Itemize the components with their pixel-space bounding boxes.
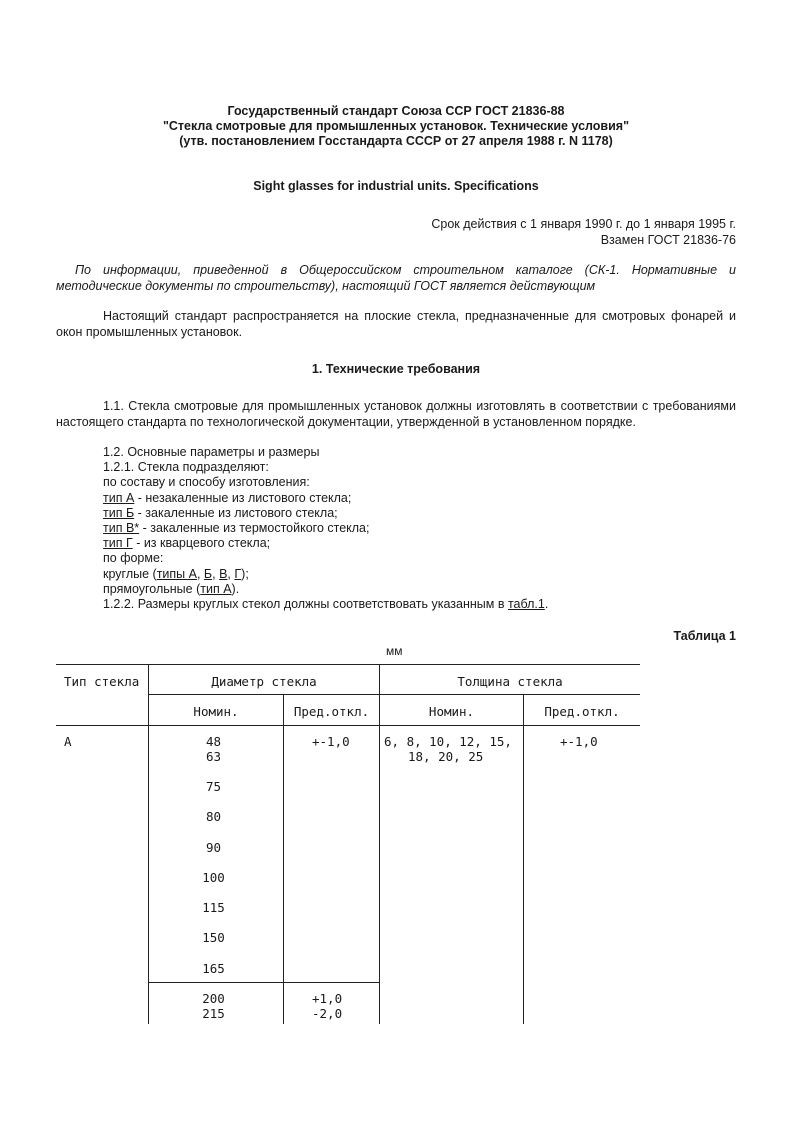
title-line-2: "Стекла смотровые для промышленных установок. Технические условия"	[162, 119, 630, 133]
title-line-3: (утв. постановлением Госстандарта СССР от 27 апреля 1988 г. N 1178)	[179, 134, 613, 148]
round-link-a[interactable]: типы А	[156, 566, 197, 581]
table-rule	[283, 694, 284, 1024]
cell-diameter: 165	[202, 961, 225, 976]
paragraph-1-2: 1.2. Основные параметры и размеры	[103, 445, 320, 459]
intro-paragraph: Настоящий стандарт распространяется на плоские стекла, предназначенные для смотровых фонарей и окон промышленных установок.	[56, 309, 736, 339]
type-link[interactable]: тип В*	[103, 521, 140, 536]
cell-diameter: 115	[202, 900, 225, 915]
paragraph-1-2-1: 1.2.1. Стекла подразделяют:	[103, 460, 269, 475]
table-rule	[149, 694, 640, 695]
header-diameter: Диаметр стекла	[211, 674, 317, 689]
composition-heading: по составу и способу изготовления:	[103, 475, 310, 490]
type-link[interactable]: тип А	[103, 490, 135, 505]
type-link[interactable]: тип Г	[103, 536, 133, 551]
header-thickness: Толщина стекла	[457, 674, 563, 689]
replaces-standard: Взамен ГОСТ 21836-76	[600, 232, 736, 247]
header-thickness-nominal: Номин.	[428, 704, 475, 719]
header-diameter-nominal: Номин.	[193, 704, 239, 719]
cell-diameter: 48	[205, 734, 222, 749]
validity-block	[431, 217, 736, 248]
table-rule	[56, 664, 640, 665]
table-rule	[56, 725, 640, 726]
section-title: 1. Технические требования	[311, 362, 481, 376]
cell-diameter: 215	[202, 1006, 225, 1021]
title-line-1: Государственный стандарт Союза ССР ГОСТ 21836-88	[227, 104, 565, 118]
cell-type-a: А	[64, 734, 72, 749]
cell-diameter-tolerance: +-1,0	[312, 734, 350, 749]
type-item: тип А - незакаленные из листового стекла;	[103, 490, 352, 505]
cell-diameter: 90	[205, 840, 222, 855]
table-link[interactable]: табл.1	[507, 597, 545, 612]
cell-diameter-tolerance: -2,0	[312, 1006, 343, 1021]
cell-diameter: 80	[205, 809, 222, 824]
cell-diameter: 75	[205, 779, 222, 794]
cell-diameter: 100	[202, 870, 225, 885]
round-item: круглые (типы А, Б, В, Г);	[103, 566, 249, 581]
type-item: тип В* - закаленные из термостойкого стекла;	[103, 521, 370, 536]
header-thickness-tolerance: Пред.откл.	[544, 704, 620, 719]
header-type: Тип стекла	[64, 674, 140, 689]
cell-diameter-tolerance: +1,0	[312, 991, 343, 1006]
cell-thickness: 18, 20, 25	[408, 749, 484, 764]
type-link[interactable]: тип Б	[103, 505, 135, 520]
type-item: тип Б - закаленные из листового стекла;	[103, 505, 338, 520]
header-diameter-tolerance: Пред.откл.	[293, 704, 370, 719]
round-link-b[interactable]: Б	[203, 566, 213, 581]
cell-thickness: 6, 8, 10, 12, 15,	[384, 734, 512, 749]
table-rule	[523, 694, 524, 1024]
document-title	[56, 104, 736, 149]
table-unit: мм	[386, 644, 403, 658]
cell-thickness-tolerance: +-1,0	[560, 734, 598, 749]
english-title: Sight glasses for industrial units. Specifications	[253, 179, 539, 193]
paragraph-1-1: 1.1. Стекла смотровые для промышленных установок должны изготовлять в соответствии с требованиями настоящего стандарта по технологической документации, утвержденной в установленном порядке.	[56, 399, 736, 429]
cell-diameter: 200	[202, 991, 225, 1006]
status-note: По информации, приведенной в Общероссийском строительном каталоге (СК-1. Нормативные и методические документы по строительству), настоящий ГОСТ является действующим	[56, 263, 736, 293]
cell-diameter: 63	[205, 749, 222, 764]
table-caption: Таблица 1	[673, 629, 736, 643]
cell-diameter: 150	[202, 930, 225, 945]
requirements-list	[56, 445, 736, 612]
round-link-v[interactable]: В	[219, 566, 228, 581]
round-link-g[interactable]: Г	[234, 566, 242, 581]
type-item: тип Г - из кварцевого стекла;	[103, 536, 271, 551]
table-rule	[149, 982, 379, 983]
paragraph-1-2-2: 1.2.2. Размеры круглых стекол должны соответствовать указанным в табл.1.	[103, 597, 549, 612]
validity-period: Срок действия с 1 января 1990 г. до 1 января 1995 г.	[431, 217, 736, 231]
rect-item: прямоугольные (тип А).	[103, 581, 240, 596]
rect-link[interactable]: тип А	[200, 581, 232, 596]
dimensions-table	[56, 664, 640, 1024]
shape-heading: по форме:	[103, 551, 164, 566]
